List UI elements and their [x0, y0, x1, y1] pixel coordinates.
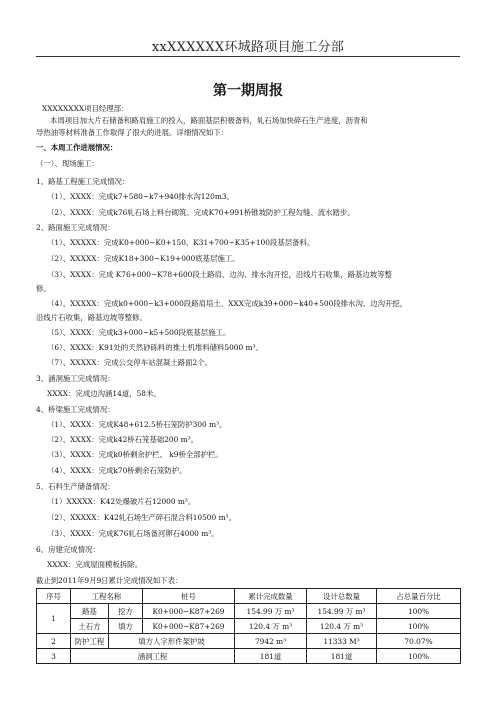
column-header: 工程名称	[71, 589, 143, 604]
table-row	[37, 604, 461, 619]
intro-line: 导热油等材料准备工作取得了很大的进展。详细情况如下：	[36, 128, 229, 137]
column-header: 设计总数量	[307, 589, 377, 604]
page-header: xxXXXXXX环城路项目施工分部	[151, 40, 345, 55]
row-number: 1	[37, 604, 71, 634]
group-heading: 6、房建完成情况：	[36, 545, 100, 554]
table-header-row	[37, 589, 461, 604]
section-heading: 一、本周工作进展情况：	[36, 143, 118, 152]
cell-done: 154.99 万 m³	[235, 604, 307, 619]
list-item-continued: 修。	[36, 284, 51, 293]
cell-done: 7942 m³	[235, 634, 307, 649]
cell-percent: 100%	[377, 619, 461, 634]
column-header: 累计完成数量	[235, 589, 307, 604]
group-heading: 3、涵洞施工完成情况：	[36, 374, 115, 383]
list-item: （4）、XXXX：完成k70桥剩余石笼防护。	[47, 466, 187, 475]
cell-design: 11333 M³	[307, 634, 377, 649]
cell-name: 涵洞工程	[71, 649, 235, 664]
column-header: 占总量百分比	[377, 589, 461, 604]
column-header: 桩号	[143, 589, 235, 604]
group-heading: 4、桥梁施工完成情况：	[36, 405, 115, 414]
cell-station: K0+000~K87+269	[143, 619, 235, 634]
list-item-continued: 沿线片石收集，路基边坡等整修。	[36, 313, 147, 322]
greeting: XXXXXXXX项目经理部：	[42, 104, 129, 113]
intro-line: 本周项目加大片石储备和路肩施工的投入，路面基层积极备料，轧石场加快碎石生产进度，沥青和	[50, 116, 368, 125]
cell-group: 路基	[71, 604, 109, 619]
group-heading: 5、石料生产储备情况：	[36, 482, 115, 491]
list-item: （1）、XXXX：完成K48+612.5桥石笼防护300 m³。	[47, 420, 227, 429]
list-item: （1）、XXXX：完成k7+580~k7+940排水沟120m3。	[47, 192, 234, 201]
cell-design: 181道	[307, 649, 377, 664]
cell-sub: 挖方	[109, 604, 143, 619]
cell-percent: 100%	[377, 604, 461, 619]
report-title: 第一期周报	[213, 83, 283, 99]
summary-table	[36, 588, 461, 664]
list-item: （6）、XXXX：K91处的天然砂砾料的推土机堆料储料5000 m³。	[47, 343, 263, 352]
header-divider	[36, 56, 460, 57]
group-heading: 2、路面施工完成情况：	[36, 223, 115, 232]
column-header: 序号	[37, 589, 71, 604]
subsection-heading: （一）、现场施工：	[36, 159, 99, 168]
list-item: XXXX：完成屋面模板拆除。	[47, 560, 142, 569]
table-caption: 截止到2011年9月9日累计完成情况如下表：	[36, 576, 183, 585]
cell-group: 土石方	[71, 619, 109, 634]
list-item: （2）、XXXXX：完成K18+300~K19+000底基层施工。	[47, 254, 240, 263]
list-item: （2）、XXXXX：K42轧石场生产碎石混合料10500 m³。	[47, 513, 236, 522]
list-item: XXXX：完成边沟涵14道，58米。	[47, 389, 161, 398]
table-row	[37, 634, 461, 649]
cell-percent: 70.07%	[377, 634, 461, 649]
table-row	[37, 649, 461, 664]
list-item: （1）、XXXXX：完成K0+000~K0+150、K31+700~K35+100段基层备料。	[47, 238, 315, 247]
list-item: （2）、XXXX：完成k42桥石笼基础200 m³。	[47, 435, 199, 444]
list-item: （5）、XXXX：完成k3+000~k5+500段底基层施工。	[47, 328, 231, 337]
list-item: （3）、XXXX：完成k0桥剩余护栏、 k9桥全部护栏。	[47, 450, 223, 459]
row-number: 3	[37, 649, 71, 664]
cell-station: K0+000~K87+269	[143, 604, 235, 619]
list-item: （2）、XXXX：完成k76轧石场上料台砌筑、完成K70+991桥锥坡防护工程勾缝、流水踏步。	[47, 208, 355, 217]
list-item: （3）、XXXX：完成K76轧石场备河卵石4000 m³。	[47, 529, 219, 538]
cell-station: 填方人字形件架护坡	[109, 634, 235, 649]
cell-design: 154.99 万 m³	[307, 604, 377, 619]
list-item: （3）、XXXX：完成 K76+000~K78+600段土路肩、边沟、排水沟开挖，沿线片石收集，路基边坡等整	[47, 270, 392, 279]
row-number: 2	[37, 634, 71, 649]
cell-done: 181道	[235, 649, 307, 664]
cell-design: 120.4 万 m³	[307, 619, 377, 634]
list-item: （4）、XXXXX：完成k0+000~k3+000段路肩培土、XXX完成k39+000~k40+500段排水沟、边沟开挖，	[47, 299, 408, 308]
cell-done: 120.4 万 m³	[235, 619, 307, 634]
group-heading: 1、路基工程施工完成情况：	[36, 177, 130, 186]
list-item: （7）、XXXXX：完成公交停车站混凝土路面2个。	[47, 358, 213, 367]
table-row	[37, 619, 461, 634]
list-item: （1）XXXXX：K42处爆破片石12000 m³。	[47, 497, 196, 506]
cell-name: 防护工程	[71, 634, 109, 649]
cell-sub: 填方	[109, 619, 143, 634]
cell-percent: 100%	[377, 649, 461, 664]
